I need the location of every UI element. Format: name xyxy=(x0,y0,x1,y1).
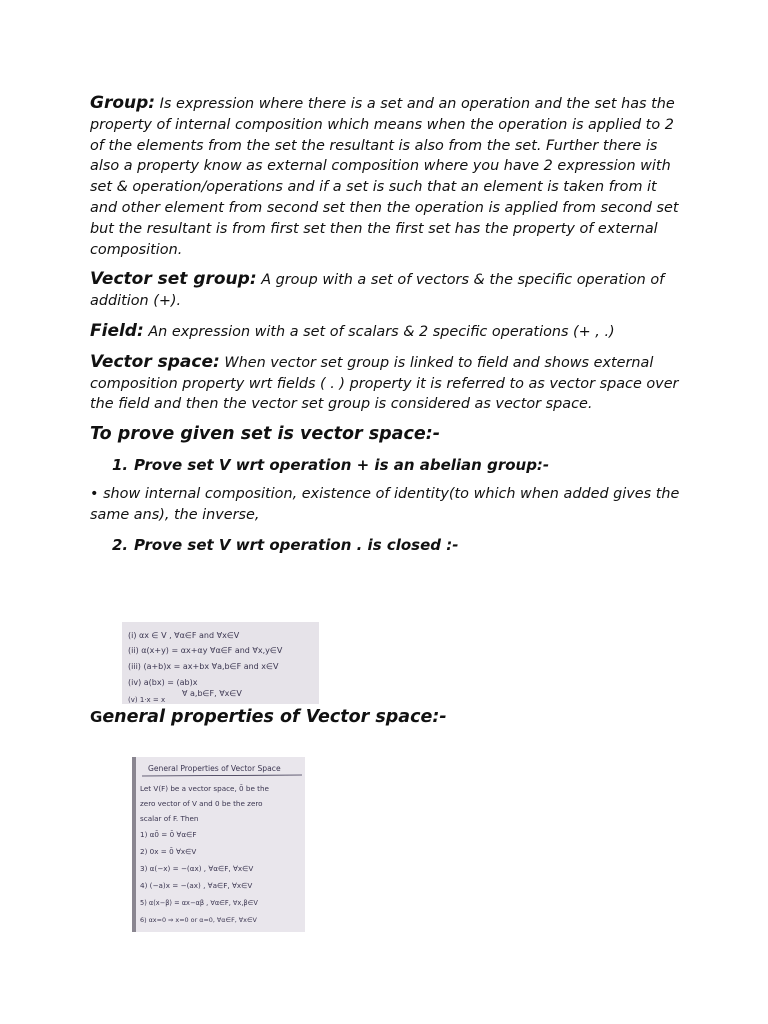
general-properties-heading xyxy=(90,707,447,727)
closure-line-5: ∀ a,b∈F, ∀x∈V xyxy=(182,689,242,698)
step-2-number: 2. xyxy=(112,535,129,554)
group-text: Is expression where there is a set and an operation and the set has the property of internal composition which means when the operation is applied to 2 of the elements from the set the resultant is also from the set. Further there is also a property know as external composition where you have 2 expression with set & operation/operations and if a set is such that an element is taken from it and other element from second set then the operation is applied from second set but the resultant is from first set then the first set has the property of external composition. xyxy=(90,96,679,258)
step-1-text: Prove set V wrt operation + is an abelian group:- xyxy=(134,456,550,475)
group-paragraph xyxy=(90,93,682,260)
properties-notes-photo xyxy=(132,757,305,932)
closure-line-2: (ii) α(x+y) = αx+αy ∀α∈F and ∀x,y∈V xyxy=(128,646,283,655)
document-body xyxy=(90,93,682,564)
closure-notes-photo xyxy=(122,622,319,704)
field-paragraph xyxy=(90,321,682,343)
prove-heading: To prove given set is vector space:- xyxy=(90,424,440,445)
field-term: Field: xyxy=(90,320,144,341)
properties-line-8: 5) α(x−β) = αx−αβ , ∀α∈F, ∀x,β∈V xyxy=(140,899,258,907)
bullet-item: • show internal composition, existence of identity(to which when added gives the same ans), the inverse, xyxy=(90,486,680,523)
step-2 xyxy=(112,536,682,554)
properties-line-3: scalar of F. Then xyxy=(140,814,199,823)
properties-line-9: 6) αx=0 ⇒ x=0 or α=0, ∀α∈F, ∀x∈V xyxy=(140,916,257,924)
step-1-number: 1. xyxy=(112,456,129,475)
general-heading-rest: eneral properties of Vector space:- xyxy=(102,707,447,727)
group-term: Group: xyxy=(90,93,156,113)
properties-line-7: 4) (−a)x = −(ax) , ∀a∈F, ∀x∈V xyxy=(140,881,253,890)
closure-line-6: (v) 1·x = x xyxy=(128,696,166,704)
properties-line-5: 2) 0x = 0̄ ∀x∈V xyxy=(140,847,197,856)
step-1 xyxy=(112,456,682,474)
vector-space-paragraph xyxy=(90,352,682,415)
vector-space-term: Vector space: xyxy=(90,351,220,372)
vector-set-group-paragraph xyxy=(90,269,682,312)
closure-line-3: (iii) (a+b)x = ax+bx ∀a,b∈F and x∈V xyxy=(128,662,279,671)
properties-line-2: zero vector of V and 0 be the zero xyxy=(140,799,263,808)
properties-line-4: 1) α0̄ = 0̄ ∀α∈F xyxy=(140,830,197,839)
vector-space-text: When vector set group is linked to field and shows external composition property wrt fields ( . ) property it is referred to as vector space over the field and then the vector set group is considered as vector space. xyxy=(90,354,679,413)
closure-line-1: (i) αx ∈ V , ∀α∈F and ∀x∈V xyxy=(128,631,240,640)
properties-line-1: Let V(F) be a vector space, 0̄ be the xyxy=(140,784,269,793)
vector-set-group-term: Vector set group: xyxy=(90,269,257,290)
closure-line-4: (iv) a(bx) = (ab)x xyxy=(128,678,198,687)
field-text: An expression with a set of scalars & 2 specific operations (+ , .) xyxy=(143,323,615,340)
step-2-text: Prove set V wrt operation . is closed :- xyxy=(134,535,459,554)
general-heading-initial: G xyxy=(90,708,103,726)
vector-set-group-text: A group with a set of vectors & the specific operation of addition (+). xyxy=(90,272,665,310)
properties-title: General Properties of Vector Space xyxy=(148,764,281,773)
properties-line-6: 3) α(−x) = −(αx) , ∀α∈F, ∀x∈V xyxy=(140,864,254,873)
